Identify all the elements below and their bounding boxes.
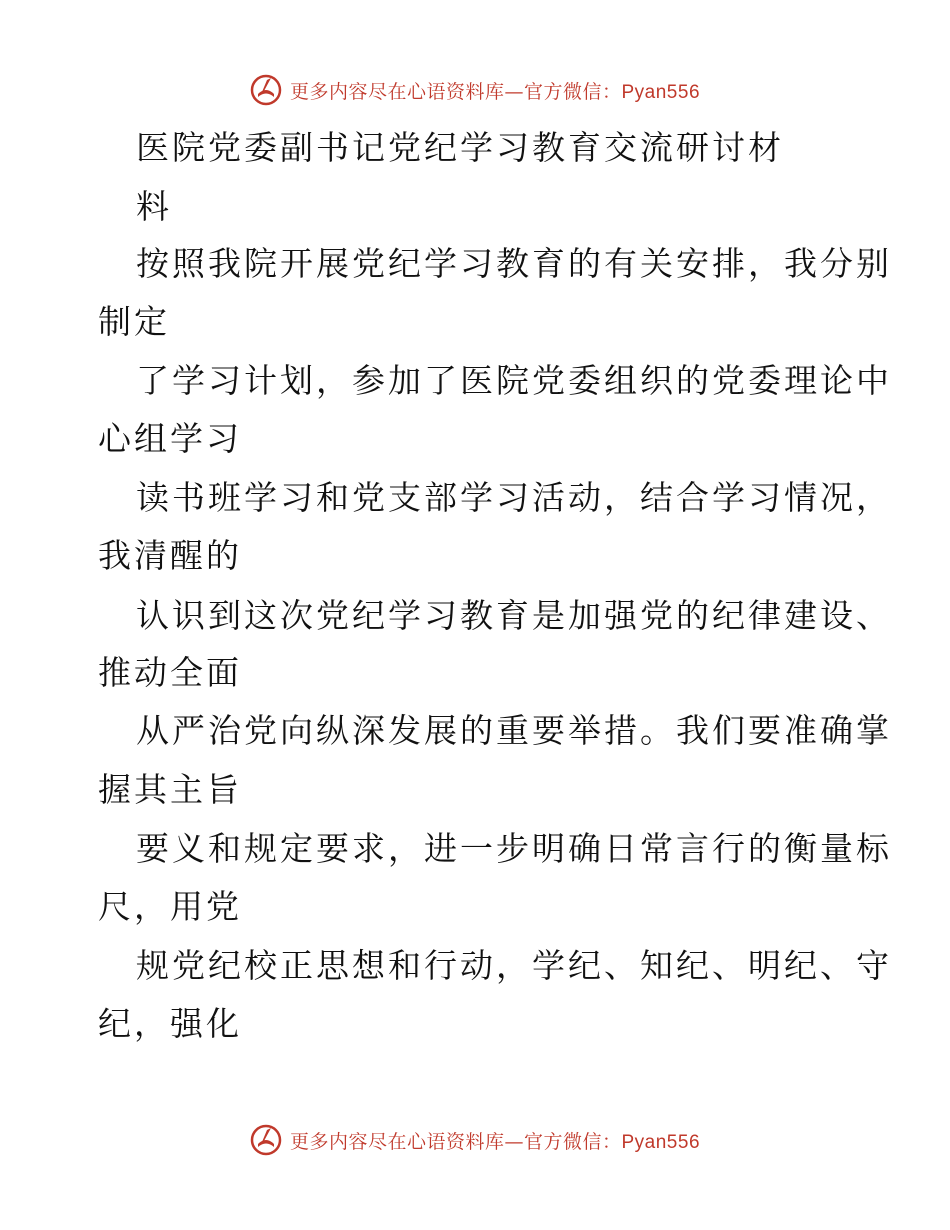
paragraph-line: 读书班学习和党支部学习活动，结合学习情况，	[136, 478, 892, 517]
paragraph-line: 我清醒的	[98, 536, 242, 575]
paragraph-line: 纪，强化	[98, 1004, 242, 1043]
paragraph-line: 按照我院开展党纪学习教育的有关安排，我分别	[136, 244, 892, 283]
document-title-line-2: 料	[136, 187, 172, 226]
footer-watermark-banner	[0, 1120, 950, 1160]
paragraph-line: 从严治党向纵深发展的重要举措。我们要准确掌	[136, 711, 892, 750]
paragraph-line: 握其主旨	[98, 770, 242, 809]
banner-account: Pyan556	[621, 81, 701, 103]
paragraph-line: 了学习计划，参加了医院党委组织的党委理论中	[136, 361, 892, 400]
paragraph-line: 规党纪校正思想和行动，学纪、知纪、明纪、守	[136, 946, 892, 985]
header-watermark-banner	[0, 70, 950, 110]
book-quill-logo-icon	[250, 74, 282, 106]
paragraph-line: 制定	[98, 302, 170, 341]
document-title-line-1: 医院党委副书记党纪学习教育交流研讨材	[136, 128, 784, 167]
paragraph-line: 心组学习	[98, 419, 242, 458]
banner-slogan: 更多内容尽在心语资料库—官方微信：	[289, 80, 622, 103]
paragraph-line: 尺，用党	[98, 887, 242, 926]
paragraph-line: 要义和规定要求，进一步明确日常言行的衡量标	[136, 829, 892, 868]
banner-text	[290, 77, 700, 104]
book-quill-logo-icon	[250, 1124, 282, 1156]
banner-account: Pyan556	[621, 1131, 701, 1153]
banner-text	[290, 1127, 700, 1154]
banner-slogan: 更多内容尽在心语资料库—官方微信：	[289, 1130, 622, 1153]
paragraph-line: 认识到这次党纪学习教育是加强党的纪律建设、	[136, 596, 892, 635]
paragraph-line: 推动全面	[98, 653, 242, 692]
